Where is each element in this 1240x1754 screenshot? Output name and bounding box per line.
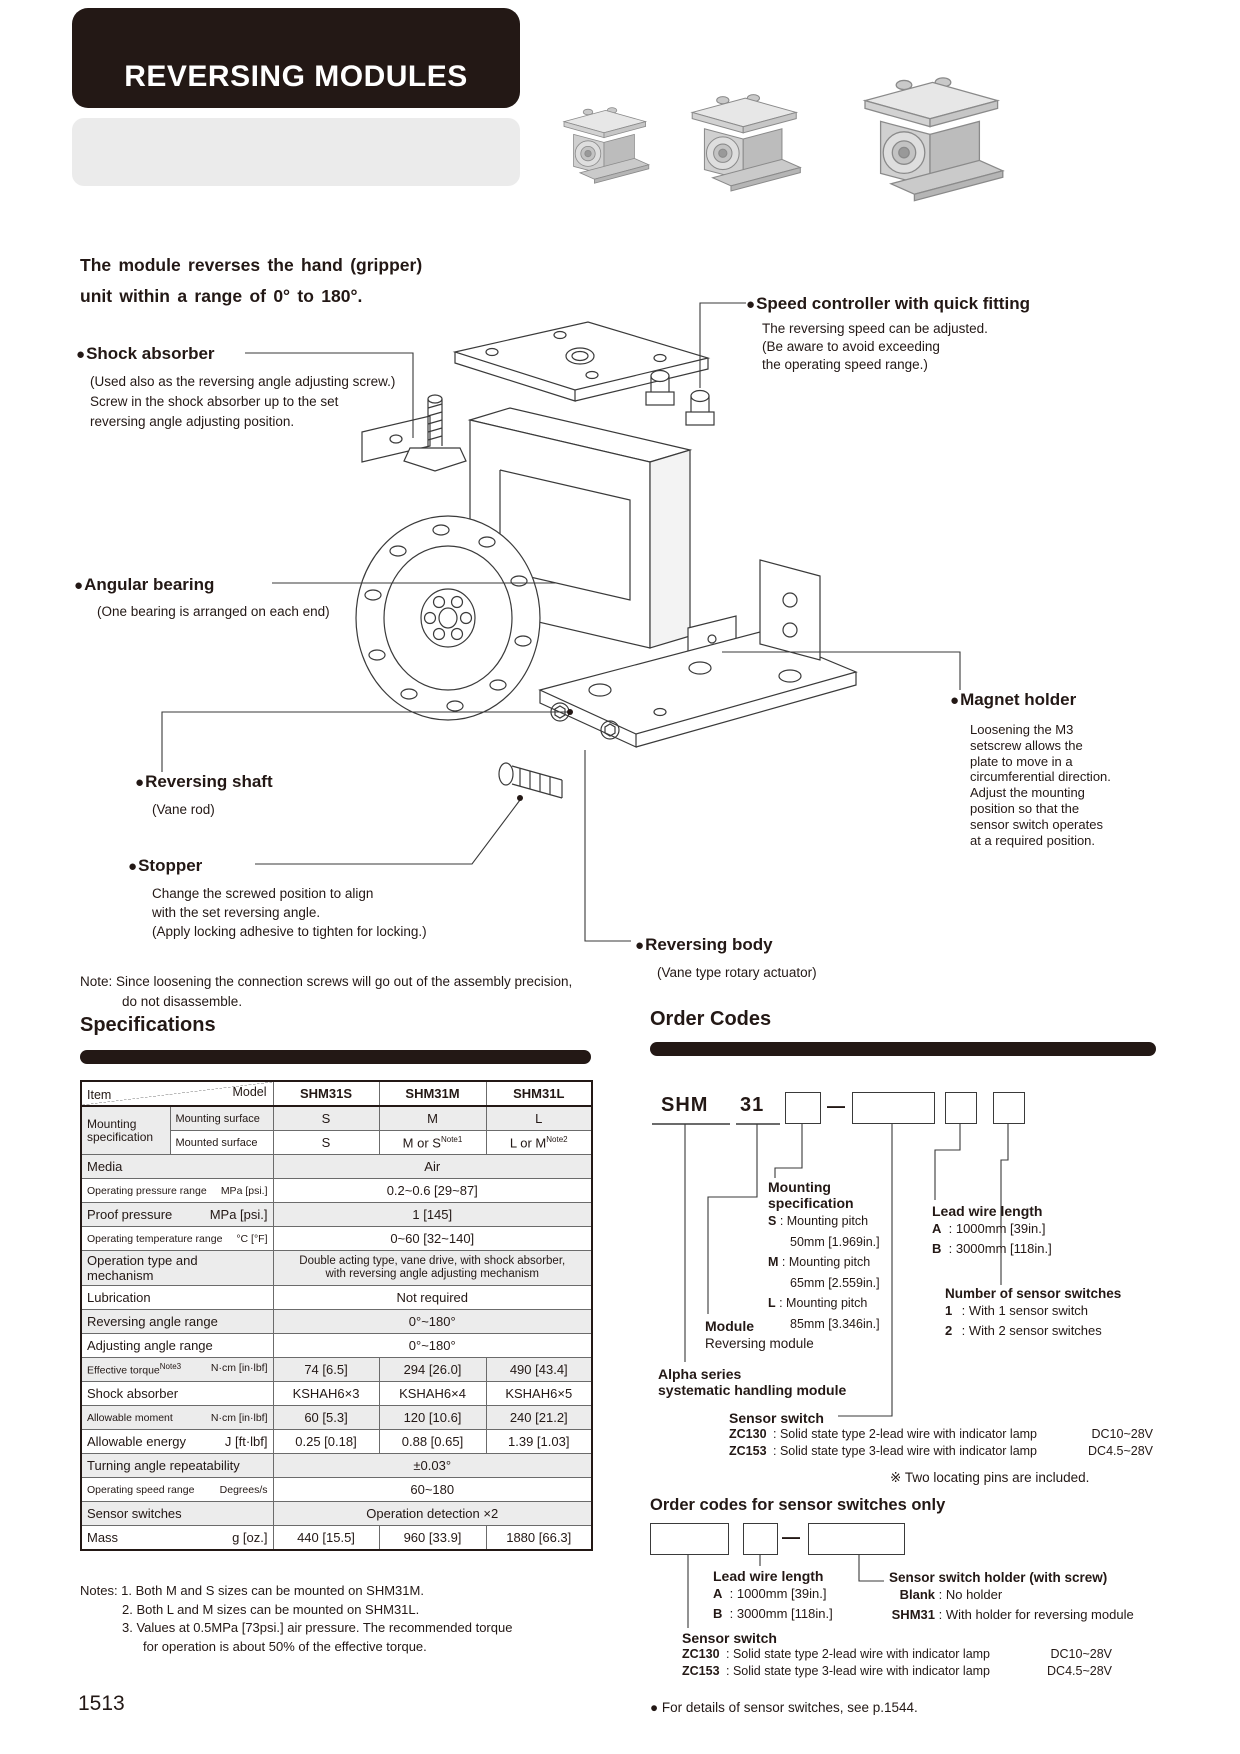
diagram-note: Note: Since loosening the connection screws will go out of the assembly precision, do not disassemble. xyxy=(80,974,573,1009)
sensor-switch-option: ZC130 : Solid state type 2-lead wire with indicator lamp DC10~28V xyxy=(682,1647,1112,1661)
spec-row-label: Operating pressure range MPa [psi.] xyxy=(81,1179,273,1203)
product-photo-large xyxy=(865,78,1003,201)
bullet-icon: ● xyxy=(128,858,138,875)
spec-row-label: Operating temperature range °C [°F] xyxy=(81,1227,273,1251)
order-code-dash: — xyxy=(827,1096,845,1116)
sensor-only-label-sensor-switch: Sensor switch ZC130 : Solid state type 2-lead wire with indicator lamp DC10~28V ZC153 : Solid state type 3-lead wire with indicator lamp DC4.5~28V xyxy=(682,1630,1112,1678)
spec-row-label: Effective torque$^{Note3}$ N·cm [in·lbf] xyxy=(81,1358,273,1382)
sensor-only-box-lead-wire xyxy=(743,1523,778,1555)
callout-reversing-body-desc xyxy=(657,963,817,983)
bullet-icon: ● xyxy=(950,692,960,709)
spec-table-row xyxy=(81,1106,592,1131)
text-line: position so that the xyxy=(970,800,1080,816)
order-code-box-sensor-count xyxy=(993,1092,1025,1124)
order-code-box-lead-wire xyxy=(945,1092,977,1124)
spec-row-label: Turning angle repeatability xyxy=(81,1454,273,1478)
mounting-option: M : Mounting pitch xyxy=(768,1255,871,1269)
model-header: SHM31L xyxy=(486,1081,592,1106)
code-option: A : 1000mm [39in.] xyxy=(713,1586,827,1601)
spec-value: Operation detection ×2 xyxy=(273,1502,592,1526)
spec-value: 0°~180° xyxy=(273,1334,592,1358)
spec-table-row xyxy=(81,1251,592,1286)
spec-table-row xyxy=(81,1430,592,1454)
spec-table-row xyxy=(81,1406,592,1430)
spec-table-row xyxy=(81,1179,592,1203)
spec-row-label: Reversing angle range xyxy=(81,1310,273,1334)
intro-text: The module reverses the hand (gripper) unit within a range of 0° to 180°. xyxy=(80,255,423,306)
order-label-sensor-count: Number of sensor switches 1 : With 1 sensor switch 2 : With 2 sensor switches xyxy=(945,1286,1121,1340)
spec-value: 1 [145] xyxy=(273,1203,592,1227)
banner-subbar xyxy=(72,118,520,186)
spec-value: 74 [6.5] xyxy=(273,1358,379,1382)
shock-absorber-part xyxy=(404,395,466,471)
spec-row-label: Proof pressure MPa [psi.] xyxy=(81,1203,273,1227)
code-option: A : 1000mm [39in.] xyxy=(932,1221,1046,1236)
code-option: 2 : With 2 sensor switches xyxy=(945,1322,1102,1338)
spec-value: 120 [10.6] xyxy=(379,1406,486,1430)
code-option: B : 3000mm [118in.] xyxy=(932,1240,1052,1256)
order-label-mounting: Mounting specification S : Mounting pitch 50mm [1.969in.] M : Mounting pitch 65mm [2.559in.] L : Mounting pitch 85mm [3.346in.] xyxy=(768,1179,880,1334)
callout-stopper-desc xyxy=(152,884,427,941)
sensor-switch-footer-note: ● For details of sensor switches, see p.1544. xyxy=(650,1700,918,1715)
sensor-only-box-holder xyxy=(808,1523,905,1555)
spec-table-row xyxy=(81,1227,592,1251)
spec-value: ±0.03° xyxy=(273,1454,592,1478)
spec-value: 0.25 [0.18] xyxy=(273,1430,379,1454)
page-title: REVERSING MODULES xyxy=(124,60,468,93)
code-option: 1 : With 1 sensor switch xyxy=(945,1303,1089,1318)
order-label-alpha-series: Alpha series systematic handling module xyxy=(658,1366,847,1398)
mounting-option-pitch: 85mm [3.346in.] xyxy=(790,1316,880,1331)
spec-value: Air xyxy=(273,1155,592,1179)
bullet-icon: ● xyxy=(74,577,84,594)
spec-value: Not required xyxy=(273,1286,592,1310)
spec-value: 960 [33.9] xyxy=(379,1526,486,1551)
order-label-sensor-switch: Sensor switch ZC130 : Solid state type 2-lead wire with indicator lamp DC10~28V ZC153 : Solid state type 3-lead wire with indicator lamp DC4.5~28V xyxy=(729,1410,1153,1458)
callout-reversing-body-title: ●Reversing body xyxy=(635,935,773,954)
specifications-table xyxy=(80,1080,593,1551)
sensor-only-label-lead-wire: Lead wire length A : 1000mm [39in.] B : 3000mm [118in.] xyxy=(713,1568,833,1623)
pins-note: ※ Two locating pins are included. xyxy=(890,1470,1090,1485)
callout-speed-controller-desc xyxy=(762,320,988,374)
spec-table-row xyxy=(81,1502,592,1526)
spec-value: 0.88 [0.65] xyxy=(379,1430,486,1454)
spec-table-row xyxy=(81,1310,592,1334)
text-line: (One bearing is arranged on each end) xyxy=(97,604,330,619)
bullet-icon: ● xyxy=(635,937,645,954)
spec-value: 0.2~0.6 [29~87] xyxy=(273,1179,592,1203)
text-line: (Used also as the reversing angle adjusting screw.) xyxy=(90,374,396,389)
spec-row-label: Operating speed range Degrees/s xyxy=(81,1478,273,1502)
text-line: Change the screwed position to align xyxy=(152,886,374,901)
spec-value: 240 [21.2] xyxy=(486,1406,592,1430)
spec-row-sublabel: Mounted surface xyxy=(170,1131,273,1155)
magnet-holder-part xyxy=(688,616,736,662)
text-line: (Vane rod) xyxy=(152,802,215,817)
sensor-only-heading: Order codes for sensor switches only xyxy=(650,1496,946,1514)
page-number: 1513 xyxy=(78,1692,125,1715)
spec-value: 0°~180° xyxy=(273,1310,592,1334)
text-line: setscrew allows the xyxy=(970,737,1083,753)
corner-model-label: Model xyxy=(232,1085,267,1099)
text-line: Screw in the shock absorber up to the set xyxy=(90,394,339,409)
spec-value: KSHAH6×5 xyxy=(486,1382,592,1406)
text-line: reversing angle adjusting position. xyxy=(90,414,295,429)
text-line: with the set reversing angle. xyxy=(152,905,321,920)
callout-speed-controller-title: ●Speed controller with quick fitting xyxy=(746,294,1030,313)
mounting-option-pitch: 50mm [1.969in.] xyxy=(790,1234,880,1249)
spec-row-label: Media xyxy=(81,1155,273,1179)
mounting-option: S : Mounting pitch xyxy=(768,1214,869,1228)
code-option: B : 3000mm [118in.] xyxy=(713,1605,833,1621)
code-option: Blank : No holder xyxy=(899,1587,1003,1602)
table-corner-cell xyxy=(81,1081,273,1106)
text-line: sensor switch operates xyxy=(970,816,1103,832)
bullet-icon: ● xyxy=(135,774,145,791)
spec-value: 0~60 [32~140] xyxy=(273,1227,592,1251)
code-option: SHM31 : With holder for reversing module xyxy=(891,1606,1134,1622)
order-code-box-sensor-switch xyxy=(852,1092,935,1124)
spec-note-line: 3. Values at 0.5MPa [73psi.] air pressure. The recommended torque xyxy=(122,1620,513,1635)
sensor-only-box-switch xyxy=(650,1523,729,1555)
sensor-switch-option: ZC153 : Solid state type 3-lead wire with indicator lamp DC4.5~28V xyxy=(682,1663,1112,1678)
spec-value: 60~180 xyxy=(273,1478,592,1502)
spec-table-row xyxy=(81,1454,592,1478)
spec-table-row xyxy=(81,1286,592,1310)
callout-reversing-shaft-title: ●Reversing shaft xyxy=(135,772,273,791)
spec-row-label: Operation type and mechanism xyxy=(81,1251,273,1286)
sensor-only-dash: — xyxy=(782,1527,800,1547)
spec-row-label: Adjusting angle range xyxy=(81,1334,273,1358)
specifications-heading: Specifications xyxy=(80,1014,216,1036)
spec-table-row xyxy=(81,1382,592,1406)
spec-row-label: Shock absorber xyxy=(81,1382,273,1406)
reversing-shaft-part xyxy=(439,608,457,628)
product-photo-small xyxy=(564,108,649,184)
spec-table-row xyxy=(81,1478,592,1502)
spec-value: 440 [15.5] xyxy=(273,1526,379,1551)
spec-value: L or $M^{Note2}$ xyxy=(486,1131,592,1155)
order-codes-heading: Order Codes xyxy=(650,1008,772,1030)
spec-note-line: 2. Both L and M sizes can be mounted on SHM31L. xyxy=(122,1601,420,1617)
spec-table-row xyxy=(81,1334,592,1358)
spec-row-label: Mass g [oz.] xyxy=(81,1526,273,1551)
sensor-switch-option: ZC130 : Solid state type 2-lead wire with indicator lamp DC10~28V xyxy=(729,1427,1153,1441)
text-line: the operating speed range.) xyxy=(762,357,928,372)
text-line: (Vane type rotary actuator) xyxy=(657,965,817,980)
page-banner xyxy=(72,8,520,108)
spec-value: 1.39 [1.03] xyxy=(486,1430,592,1454)
text-line: plate to move in a xyxy=(970,753,1073,769)
order-codes-heading-bar xyxy=(650,1042,1156,1056)
order-code-box-mounting xyxy=(785,1092,821,1124)
order-code-prefix: SHM xyxy=(661,1094,709,1116)
spec-value: KSHAH6×4 xyxy=(379,1382,486,1406)
mounting-option: L : Mounting pitch xyxy=(768,1296,868,1310)
module-technical-diagram xyxy=(356,322,856,798)
spec-value: S xyxy=(273,1106,379,1131)
corner-item-label: Item xyxy=(87,1088,112,1102)
specifications-notes xyxy=(80,1582,512,1656)
bullet-icon: ● xyxy=(76,346,86,363)
text-line: The reversing speed can be adjusted. xyxy=(762,321,988,336)
specifications-table-wrap xyxy=(80,1080,591,1551)
callout-angular-bearing-title: ●Angular bearing xyxy=(74,575,215,594)
product-photo-medium xyxy=(692,95,800,191)
spec-row-label: Allowable energy J [ft·lbf] xyxy=(81,1430,273,1454)
text-line: Loosening the M3 xyxy=(970,722,1074,737)
spec-row-group: Mounting specification xyxy=(81,1106,170,1155)
callout-magnet-holder-desc xyxy=(970,722,1111,848)
order-label-module: Module Reversing module xyxy=(705,1318,814,1351)
callout-stopper-title: ●Stopper xyxy=(128,856,203,875)
bullet-icon: ● xyxy=(746,296,756,313)
callout-shock-absorber-desc xyxy=(90,372,395,432)
base-plate xyxy=(540,560,856,747)
model-header: SHM31M xyxy=(379,1081,486,1106)
spec-value: M xyxy=(379,1106,486,1131)
mounting-option-pitch: 65mm [2.559in.] xyxy=(790,1275,880,1290)
text-line: circumferential direction. xyxy=(970,769,1111,785)
order-label-lead-wire: Lead wire length A : 1000mm [39in.] B : 3000mm [118in.] xyxy=(932,1203,1052,1258)
stopper-part xyxy=(499,763,562,798)
callout-angular-bearing-desc xyxy=(97,602,330,622)
order-code-size: 31 xyxy=(740,1094,765,1116)
sensor-only-label-holder: Sensor switch holder (with screw) Blank : No holder SHM31 : With holder for reversing module xyxy=(889,1570,1134,1624)
spec-note-line: Notes: 1. Both M and S sizes can be mounted on SHM31M. xyxy=(80,1583,424,1598)
specifications-heading-bar xyxy=(80,1050,591,1064)
spec-table-row xyxy=(81,1358,592,1382)
spec-row-label: Allowable moment N·cm [in·lbf] xyxy=(81,1406,273,1430)
text-line: (Apply locking adhesive to tighten for locking.) xyxy=(152,924,427,939)
spec-table-row xyxy=(81,1203,592,1227)
spec-row-label: Sensor switches xyxy=(81,1502,273,1526)
spec-value: M or $S^{Note1}$ xyxy=(379,1131,486,1155)
text-line: at a required position. xyxy=(970,832,1096,848)
text-line: Adjust the mounting xyxy=(970,785,1085,801)
spec-table-row xyxy=(81,1526,592,1551)
speed-controller-part xyxy=(646,371,714,426)
spec-value: S xyxy=(273,1131,379,1155)
spec-note-line: for operation is about 50% of the effective torque. xyxy=(143,1638,427,1654)
spec-value: L xyxy=(486,1106,592,1131)
callout-magnet-holder-title: ●Magnet holder xyxy=(950,690,1077,709)
spec-value: 490 [43.4] xyxy=(486,1358,592,1382)
spec-row-sublabel: Mounting surface xyxy=(170,1106,273,1131)
spec-value: KSHAH6×3 xyxy=(273,1382,379,1406)
text-line: (Be aware to avoid exceeding xyxy=(762,339,940,354)
flange-disc xyxy=(356,516,540,720)
spec-value: Double acting type, vane drive, with shock absorber, with reversing angle adjusting mechanism xyxy=(273,1251,592,1286)
model-header: SHM31S xyxy=(273,1081,379,1106)
callout-shock-absorber-title: ●Shock absorber xyxy=(76,344,215,363)
sensor-switch-option: ZC153 : Solid state type 3-lead wire with indicator lamp DC4.5~28V xyxy=(729,1443,1153,1458)
callout-reversing-shaft-desc xyxy=(152,800,215,820)
spec-table-row xyxy=(81,1155,592,1179)
spec-row-label: Lubrication xyxy=(81,1286,273,1310)
spec-value: 294 [26.0] xyxy=(379,1358,486,1382)
spec-value: 1880 [66.3] xyxy=(486,1526,592,1551)
spec-value: 60 [5.3] xyxy=(273,1406,379,1430)
